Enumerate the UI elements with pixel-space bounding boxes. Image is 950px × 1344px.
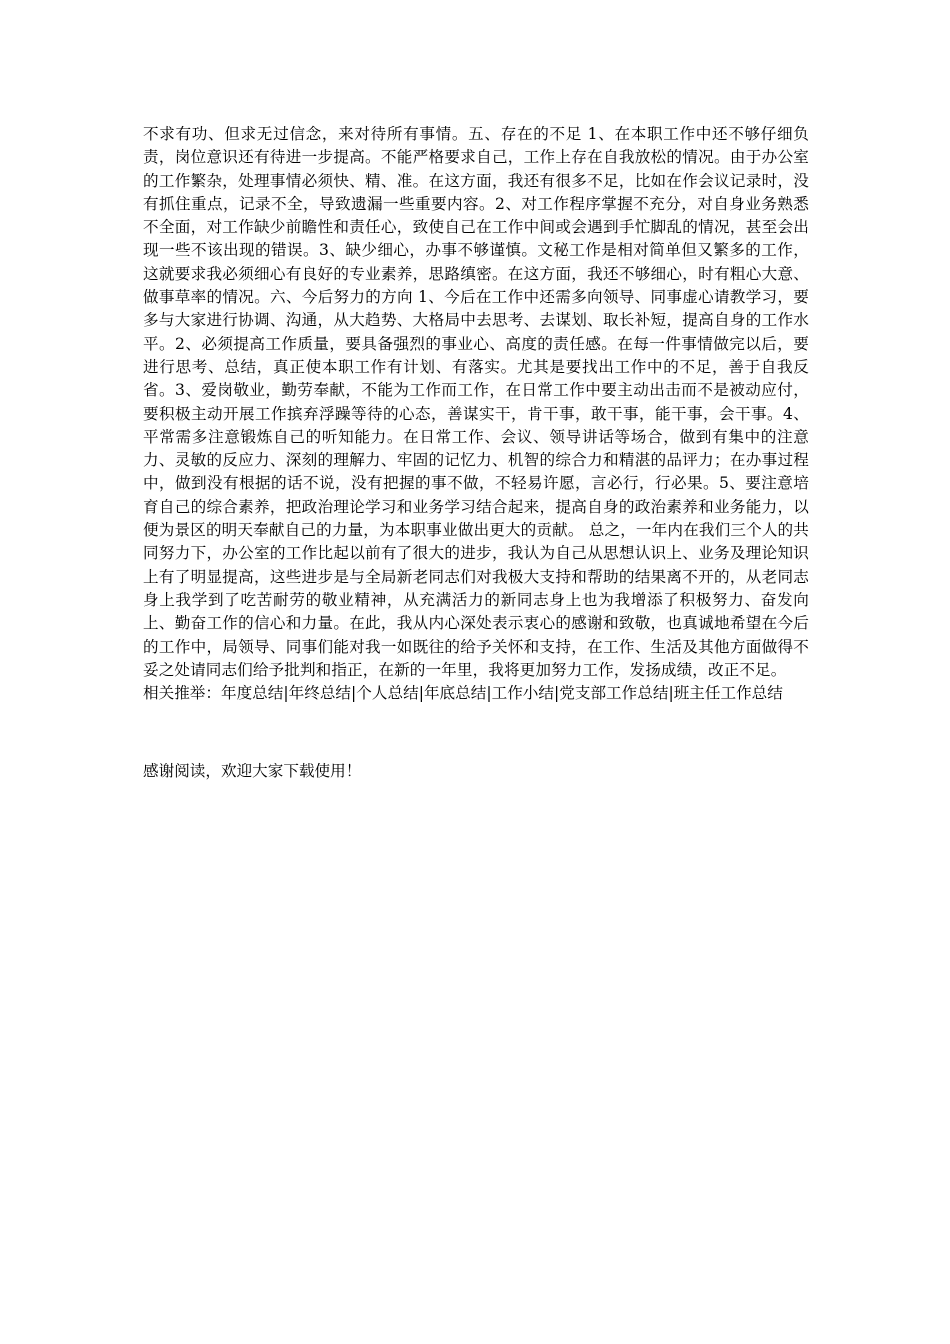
related-link-head-teacher-summary[interactable]: 班主任工作总结 [673,684,783,703]
related-link-year-end-summary[interactable]: 年终总结 [288,684,352,703]
related-separator: | [351,684,357,703]
related-separator: | [486,684,492,703]
related-separator: | [668,684,674,703]
body-paragraph: 不求有功、但求无过信念，来对待所有事情。五、存在的不足 1、在本职工作中还不够仔细负责，岗位意识还有待进一步提高。不能严格要求自己，工作上存在自我放松的情况。由于办公室的工作繁杂，处理事情必须快、精、准。在这方面，我还有很多不足，比如在作会议记录时，没有抓住重点，记录不全，导致遗漏一些重要内容。2、对工作程序掌握不充分，对自身业务熟悉不全面，对工作缺少前瞻性和责任心，致使自己在工作中间或会遇到手忙脚乱的情况，甚至会出现一些不该出现的错误。3、缺少细心，办事不够谨慎。文秘工作是相对简单但又繁多的工作，这就要求我必须细心有良好的专业素养，思路缜密。在这方面，我还不够细心，时有粗心大意、做事草率的情况。六、今后努力的方向 1、今后在工作中还需多向领导、同事虚心请教学习，要多与大家进行协调、沟通，从大趋势、大格局中去思考、去谋划、取长补短，提高自身的工作水平。2、必须提高工作质量，要具备强烈的事业心、高度的责任感。在每一件事情做完以后，要进行思考、总结，真正使本职工作有计划、有落实。尤其是要找出工作中的不足，善于自我反省。3、爱岗敬业，勤劳奉献，不能为工作而工作，在日常工作中要主动出击而不是被动应付，要积极主动开展工作摈弃浮躁等待的心态，善谋实干，肯干事，敢干事，能干事，会干事。4、平常需多注意锻炼自己的听知能力。在日常工作、会议、领导讲话等场合，做到有集中的注意力、灵敏的反应力、深刻的理解力、牢固的记忆力、机智的综合力和精湛的品评力；在办事过程中，做到没有根据的话不说，没有把握的事不做，不轻易许愿，言必行，行必果。5、要注意培育自己的综合素养，把政治理论学习和业务学习结合起来，提高自身的政治素养和业务能力，以便为景区的明天奉献自己的力量，为本职事业做出更大的贡献。 总之，一年内在我们三个人的共同努力下，办公室的工作比起以前有了很大的进步，我认为自己从思想认识上、业务及理论知识上有了明显提高，这些进步是与全局新老同志们对我极大支持和帮助的结果离不开的，从老同志身上我学到了吃苦耐劳的敬业精神，从充满活力的新同志身上也为我增添了积极努力、奋发向上、勤奋工作的信心和力量。在此，我从内心深处表示衷心的感谢和致敬，也真诚地希望在今后的工作中，局领导、同事们能对我一如既往的给予关怀和支持，在工作、生活及其他方面做得不妥之处请同志们给予批判和指正，在新的一年里，我将更加努力工作，发扬成绩，改正不足。 [143,125,809,679]
related-link-personal-summary[interactable]: 个人总结 [356,684,419,703]
related-link-work-brief[interactable]: 工作小结 [491,684,554,703]
related-link-year-bottom-summary[interactable]: 年底总结 [423,684,487,703]
related-link-annual-summary[interactable]: 年度总结 [220,684,284,703]
related-separator: | [554,684,560,703]
thanks-note: 感谢阅读，欢迎大家下载使用！ [143,762,362,781]
related-link-party-branch-summary[interactable]: 党支部工作总结 [559,684,669,703]
document-page [143,123,809,784]
related-separator: | [418,684,424,703]
related-separator: | [283,684,289,703]
related-prefix: 相关推举： [143,684,221,703]
related-recommendations [143,682,809,705]
